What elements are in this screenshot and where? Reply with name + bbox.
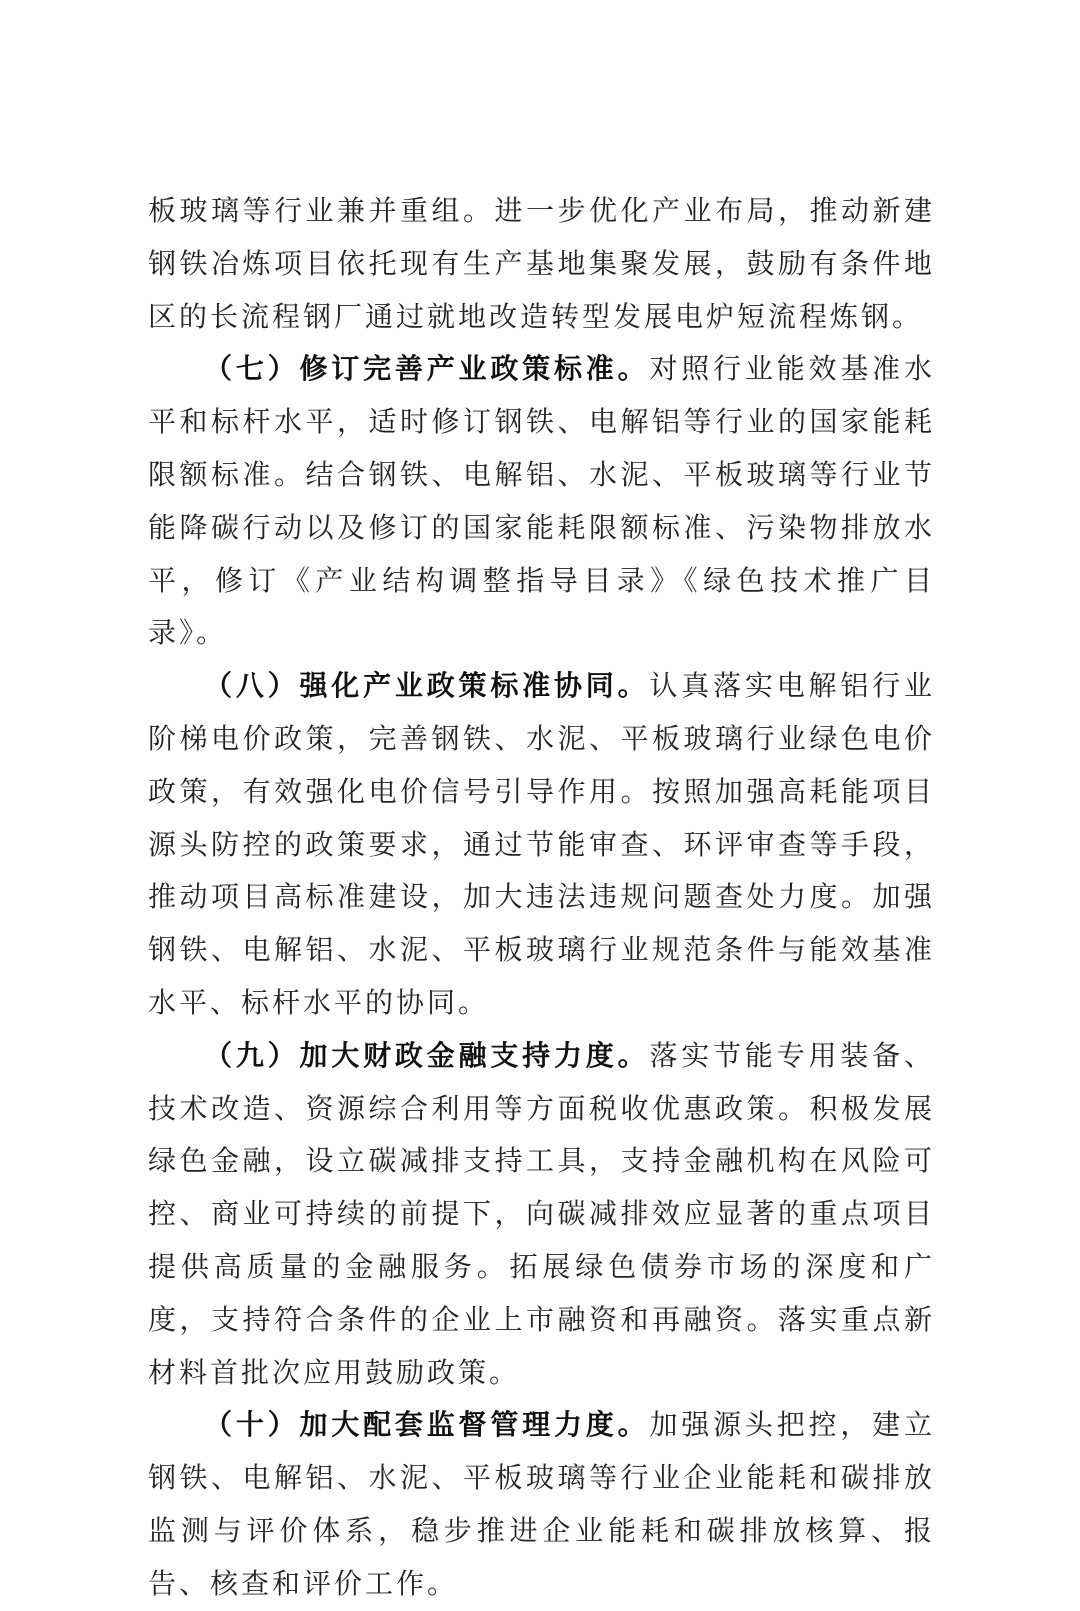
- section-heading-8: （八）强化产业政策标准协同。: [204, 669, 650, 703]
- paragraph-body: 板玻璃等行业兼并重组。进一步优化产业布局，推动新建钢铁冶炼项目依托现有生产基地集聚发展，鼓励有条件地区的长流程钢厂通过就地改造转型发展电炉短流程炼钢。: [148, 194, 935, 333]
- paragraph-continuation: [148, 185, 935, 343]
- paragraph-body: 认真落实电解铝行业阶梯电价政策，完善钢铁、水泥、平板玻璃行业绿色电价政策，有效强化电价信号引导作用。按照加强高耗能项目源头防控的政策要求，通过节能审查、环评审查等手段，推动项目高标准建设，加大违法违规问题查处力度。加强钢铁、电解铝、水泥、平板玻璃行业规范条件与能效基准水平、标杆水平的协同。: [148, 669, 935, 1019]
- paragraph-body: 加强源头把控，建立钢铁、电解铝、水泥、平板玻璃等行业企业能耗和碳排放监测与评价体系，稳步推进企业能耗和碳排放核算、报告、核查和评价工作。: [148, 1408, 935, 1600]
- paragraph-section-9: [148, 1030, 935, 1400]
- section-heading-10: （十）加大配套监督管理力度。: [204, 1408, 650, 1442]
- paragraph-section-7: [148, 343, 935, 660]
- section-heading-9: （九）加大财政金融支持力度。: [204, 1038, 650, 1072]
- section-heading-7: （七）修订完善产业政策标准。: [204, 352, 650, 386]
- document-body: [148, 185, 935, 1611]
- paragraph-body: 对照行业能效基准水平和标杆水平，适时修订钢铁、电解铝等行业的国家能耗限额标准。结合钢铁、电解铝、水泥、平板玻璃等行业节能降碳行动以及修订的国家能耗限额标准、污染物排放水平，修订《产业结构调整指导目录》《绿色技术推广目录》。: [148, 352, 935, 650]
- paragraph-body: 落实节能专用装备、技术改造、资源综合利用等方面税收优惠政策。积极发展绿色金融，设立碳减排支持工具，支持金融机构在风险可控、商业可持续的前提下，向碳减排效应显著的重点项目提供高质量的金融服务。拓展绿色债券市场的深度和广度，支持符合条件的企业上市融资和再融资。落实重点新材料首批次应用鼓励政策。: [148, 1038, 935, 1389]
- paragraph-section-10: [148, 1399, 935, 1610]
- paragraph-section-8: [148, 660, 935, 1030]
